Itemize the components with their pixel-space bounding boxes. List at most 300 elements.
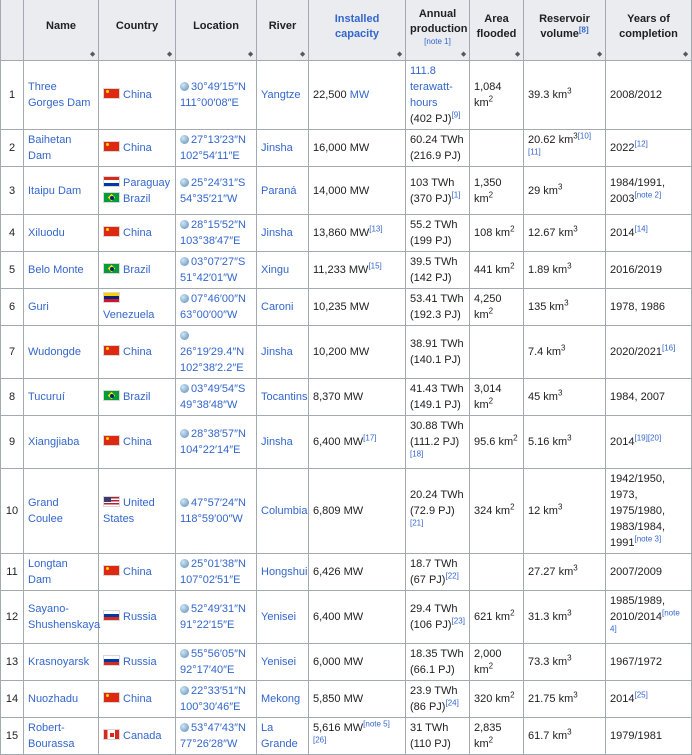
dam-name-link[interactable]: Xiangjiaba xyxy=(28,436,80,448)
latitude-link[interactable]: 22°33′51″N xyxy=(191,685,247,697)
country-link[interactable]: China xyxy=(123,693,152,705)
area-value: 3,014 km xyxy=(474,383,502,411)
production-energy xyxy=(410,436,459,464)
reservoir-unit-exponent: 3 xyxy=(573,224,578,234)
country-link[interactable]: Canada xyxy=(123,730,162,742)
river-link[interactable]: Hongshui xyxy=(261,566,308,578)
reservoir-cell xyxy=(524,326,606,379)
row-number: 11 xyxy=(1,554,24,591)
latitude xyxy=(180,175,252,191)
river-link[interactable]: La Grande xyxy=(261,722,298,750)
river-cell xyxy=(257,644,309,681)
reservoir-value: 12 km xyxy=(528,505,558,517)
dam-name-link[interactable]: Grand Coulee xyxy=(28,497,63,525)
globe-icon[interactable] xyxy=(180,82,189,91)
country-entry xyxy=(103,175,171,191)
capacity-unit-link[interactable]: MW xyxy=(349,89,370,101)
country-entry xyxy=(103,262,171,278)
latitude-link[interactable]: 53°47′43″N xyxy=(191,722,247,734)
capacity-value: 11,233 MW xyxy=(313,264,369,276)
dam-name-cell xyxy=(24,416,99,469)
reservoir-unit-exponent: 3 xyxy=(573,690,578,700)
years-reference[interactable]: [16] xyxy=(662,343,676,353)
reservoir-cell xyxy=(524,416,606,469)
production-reference[interactable]: [9] xyxy=(451,110,461,120)
location-cell xyxy=(176,718,257,755)
table-row xyxy=(1,289,692,326)
table-row xyxy=(1,416,692,469)
latitude xyxy=(180,254,252,270)
area-value: 2,835 km xyxy=(474,722,502,750)
reservoir-unit-exponent: 3 xyxy=(561,343,566,353)
sort-icon[interactable]: ⬥ xyxy=(300,51,305,58)
production-reference[interactable]: [1] xyxy=(451,189,461,199)
sort-icon[interactable]: ⬥ xyxy=(167,51,172,58)
location-cell xyxy=(176,61,257,130)
globe-icon[interactable] xyxy=(180,429,189,438)
header-production[interactable] xyxy=(406,0,470,61)
longitude-link[interactable]: 49°38′48″W xyxy=(180,399,238,411)
dam-name-link[interactable]: Three Gorges Dam xyxy=(28,81,91,109)
header-years-label: Years of completion xyxy=(619,12,678,40)
country-cell xyxy=(99,591,176,644)
location-cell xyxy=(176,554,257,591)
reservoir-reference[interactable]: [10][11] xyxy=(528,131,592,157)
years-value: 1942/1950, 1973, 1975/1980, 1983/1984, 1991 xyxy=(610,473,666,549)
latitude-link[interactable]: 03°07′27″S xyxy=(191,256,246,268)
area-value: 621 km xyxy=(474,611,511,623)
production-energy-value: (66.1 PJ) xyxy=(410,664,455,676)
header-row xyxy=(1,0,692,61)
years-value: 1979/1981 xyxy=(610,730,662,742)
header-area[interactable] xyxy=(470,0,524,61)
reservoir-cell xyxy=(524,379,606,416)
country-cell xyxy=(99,718,176,755)
capacity-cell xyxy=(309,554,406,591)
production-reference[interactable]: [24] xyxy=(445,698,459,708)
production-cell xyxy=(406,215,470,252)
river-link[interactable]: Jinsha xyxy=(261,227,293,239)
latitude-link[interactable]: 03°49′54″S xyxy=(191,383,246,395)
dam-name-link[interactable]: Longtan Dam xyxy=(28,558,68,586)
sort-icon[interactable]: ⬥ xyxy=(461,51,466,58)
country-link[interactable]: Venezuela xyxy=(103,309,155,321)
row-number: 6 xyxy=(1,289,24,326)
area-cell xyxy=(470,252,524,289)
years-reference[interactable]: [25] xyxy=(634,690,648,700)
country-link[interactable]: Russia xyxy=(123,611,157,623)
globe-icon[interactable] xyxy=(180,723,189,732)
area-cell xyxy=(470,718,524,755)
header-river[interactable] xyxy=(257,0,309,61)
country-link[interactable]: China xyxy=(123,227,152,239)
dam-name-link[interactable]: Wudongde xyxy=(28,346,82,358)
dam-name-link[interactable]: Itaipu Dam xyxy=(28,184,82,197)
capacity-cell xyxy=(309,252,406,289)
years-cell xyxy=(606,167,692,215)
location-cell xyxy=(176,469,257,554)
capacity-cell xyxy=(309,326,406,379)
production-reference[interactable]: [21] xyxy=(410,518,424,528)
header-location[interactable] xyxy=(176,0,257,61)
flag-cn-icon xyxy=(103,88,120,99)
dam-name-link[interactable]: Belo Monte xyxy=(28,264,84,276)
country-link[interactable]: Brazil xyxy=(123,391,151,403)
globe-icon[interactable] xyxy=(180,559,189,568)
production-value: 103 TWh xyxy=(410,176,455,189)
country-link[interactable]: China xyxy=(123,142,152,154)
area-unit-exponent: 2 xyxy=(513,433,518,443)
longitude-link[interactable]: 92°17′40″E xyxy=(180,664,235,676)
years-cell xyxy=(606,215,692,252)
longitude-link[interactable]: 103°38′47″E xyxy=(180,235,241,247)
latitude xyxy=(180,79,252,95)
country-link[interactable]: United States xyxy=(103,497,155,525)
production-energy xyxy=(410,272,452,284)
area-value: 95.6 km xyxy=(474,436,514,448)
country-entry xyxy=(103,564,171,580)
area-unit-exponent: 2 xyxy=(488,189,494,199)
years-value: 1967/1972 xyxy=(610,656,662,668)
country-link[interactable]: China xyxy=(123,346,152,358)
years-reference[interactable]: [12] xyxy=(634,139,648,149)
country-cell xyxy=(99,130,176,167)
globe-icon[interactable] xyxy=(180,686,189,695)
flag-py-icon xyxy=(103,176,120,187)
production-cell xyxy=(406,591,470,644)
sort-icon[interactable]: ⬥ xyxy=(397,51,402,58)
dam-name-link[interactable]: Robert-Bourassa xyxy=(28,722,75,750)
river-cell xyxy=(257,167,309,215)
capacity-cell xyxy=(309,61,406,130)
globe-icon[interactable] xyxy=(180,257,189,266)
globe-icon[interactable] xyxy=(180,331,189,340)
globe-icon[interactable] xyxy=(180,178,189,187)
area-value: 324 km xyxy=(474,505,511,517)
production-energy-value: (140.1 PJ) xyxy=(410,354,461,366)
capacity-value: 5,616 MW xyxy=(313,722,364,734)
sort-icon[interactable]: ⬥ xyxy=(597,51,602,58)
country-link[interactable]: China xyxy=(123,89,152,101)
header-capacity[interactable] xyxy=(309,0,406,61)
production-cell xyxy=(406,379,470,416)
years-value: 2014 xyxy=(610,693,635,705)
reservoir-cell xyxy=(524,718,606,755)
latitude-link[interactable]: 30°49′15″N xyxy=(191,81,247,93)
river-link[interactable]: Jinsha xyxy=(261,346,293,358)
production-value: 30.88 TWh xyxy=(410,420,464,432)
area-cell xyxy=(470,326,524,379)
flag-br-icon xyxy=(103,263,120,274)
row-number: 10 xyxy=(1,469,24,554)
reservoir-unit-exponent: 3 xyxy=(564,298,569,308)
production-cell xyxy=(406,252,470,289)
river-cell xyxy=(257,215,309,252)
river-link[interactable]: Xingu xyxy=(261,264,290,276)
sort-icon[interactable]: ⬥ xyxy=(248,51,253,58)
sort-icon[interactable]: ⬥ xyxy=(515,51,520,58)
capacity-cell xyxy=(309,591,406,644)
production-energy-value: (370 PJ) xyxy=(410,192,452,205)
production-cell xyxy=(406,326,470,379)
globe-icon[interactable] xyxy=(180,384,189,393)
reservoir-value: 39.3 km xyxy=(528,89,568,101)
production-cell xyxy=(406,644,470,681)
header-location-label: Location xyxy=(193,20,239,32)
dam-name-link[interactable]: Sayano-Shushenskaya xyxy=(28,603,101,631)
latitude-link[interactable]: 25°01′38″N xyxy=(191,558,247,570)
latitude xyxy=(180,556,252,572)
river-link[interactable]: Caroni xyxy=(261,301,294,313)
years-value: 2007/2009 xyxy=(610,566,662,578)
dam-name-cell xyxy=(24,379,99,416)
location-cell xyxy=(176,379,257,416)
longitude-link[interactable]: 104°22′14″E xyxy=(180,444,241,456)
reservoir-value: 12.67 km xyxy=(528,227,574,239)
production-reference[interactable]: [23] xyxy=(451,616,465,626)
globe-icon[interactable] xyxy=(180,649,189,658)
years-reference[interactable]: [14] xyxy=(634,224,648,234)
longitude-link[interactable]: 91°22′15″E xyxy=(180,619,235,631)
area-unit-exponent: 2 xyxy=(488,735,494,745)
longitude-link[interactable]: 100°30′46″E xyxy=(180,701,241,713)
reservoir-cell xyxy=(524,167,606,215)
production-cell xyxy=(406,681,470,718)
location-cell xyxy=(176,215,257,252)
years-reference[interactable]: [note 3] xyxy=(634,534,662,544)
country-entry xyxy=(103,495,171,527)
production-energy xyxy=(410,698,459,713)
years-value: 1978, 1986 xyxy=(610,301,666,313)
production-value: 41.43 TWh xyxy=(410,383,464,395)
header-country[interactable] xyxy=(99,0,176,61)
dam-name-link[interactable]: Tucuruí xyxy=(28,391,65,403)
country-entry xyxy=(103,87,171,103)
river-link[interactable]: Yangtze xyxy=(261,89,301,101)
latitude-link[interactable]: 26°19′29.4″N xyxy=(180,346,245,358)
country-link[interactable]: China xyxy=(123,436,152,448)
longitude-link[interactable]: 118°59′00″W xyxy=(180,513,243,525)
longitude-link[interactable]: 63°00′00″W xyxy=(180,309,238,321)
header-name[interactable] xyxy=(24,0,99,61)
river-cell xyxy=(257,289,309,326)
latitude-link[interactable]: 25°24′31″S xyxy=(191,176,246,189)
header-area-label: Area flooded xyxy=(476,12,517,40)
flag-cn-icon xyxy=(103,345,120,356)
reservoir-unit-exponent: 3 xyxy=(567,261,572,271)
latitude-link[interactable]: 47°57′24″N xyxy=(191,497,247,509)
river-cell xyxy=(257,326,309,379)
area-cell xyxy=(470,215,524,252)
row-number: 12 xyxy=(1,591,24,644)
production-value: 23.9 TWh xyxy=(410,685,458,697)
country-link[interactable]: Paraguay xyxy=(123,176,171,189)
country-link[interactable]: Brazil xyxy=(123,264,151,276)
production-value: 55.2 TWh xyxy=(410,219,458,231)
country-entry xyxy=(103,654,171,670)
dam-name-link[interactable]: Nuozhadu xyxy=(28,693,79,705)
years-value: 2016/2019 xyxy=(610,264,662,276)
area-cell xyxy=(470,644,524,681)
latitude-link[interactable]: 55°56′05″N xyxy=(191,648,247,660)
capacity-reference[interactable]: [note 5][26] xyxy=(313,719,390,745)
production-reference[interactable]: [18] xyxy=(410,449,424,459)
globe-icon[interactable] xyxy=(180,220,189,229)
flag-br-icon xyxy=(103,390,120,401)
country-cell xyxy=(99,379,176,416)
country-cell xyxy=(99,469,176,554)
years-reference[interactable]: [note 2] xyxy=(634,189,662,199)
reservoir-unit-exponent: 3 xyxy=(573,131,578,141)
header-production-note[interactable]: [note 1] xyxy=(424,36,451,46)
river-link[interactable]: Tocantins xyxy=(261,391,308,403)
country-link[interactable]: Russia xyxy=(123,656,157,668)
river-link[interactable]: Jinsha xyxy=(261,436,293,448)
longitude-link[interactable]: 102°38′2.2″E xyxy=(180,362,244,374)
production-cell xyxy=(406,718,470,755)
flag-us-icon xyxy=(103,496,120,507)
country-link[interactable]: Brazil xyxy=(123,192,151,205)
row-number: 9 xyxy=(1,416,24,469)
latitude xyxy=(180,291,252,307)
capacity-reference[interactable]: [17] xyxy=(363,433,377,443)
production-energy-value: (199 PJ) xyxy=(410,235,452,247)
country-entry xyxy=(103,225,171,241)
area-unit-exponent: 2 xyxy=(488,306,494,316)
production-value: 29.4 TWh xyxy=(410,603,458,615)
capacity-reference[interactable]: [13] xyxy=(369,224,383,234)
country-cell xyxy=(99,681,176,718)
reservoir-cell xyxy=(524,252,606,289)
latitude xyxy=(180,646,252,662)
capacity-value: 6,400 MW xyxy=(313,436,364,448)
longitude-link[interactable]: 102°54′11″E xyxy=(180,150,240,162)
reservoir-value: 73.3 km xyxy=(528,656,568,668)
table-row xyxy=(1,215,692,252)
reservoir-value: 1.89 km xyxy=(528,264,568,276)
dam-name-cell xyxy=(24,591,99,644)
river-link[interactable]: Mekong xyxy=(261,693,301,705)
reservoir-value: 31.3 km xyxy=(528,611,568,623)
latitude xyxy=(180,217,252,233)
years-cell xyxy=(606,326,692,379)
country-entry xyxy=(103,609,171,625)
dam-name-cell xyxy=(24,644,99,681)
years-reference[interactable]: [note 4] xyxy=(610,608,680,634)
longitude-link[interactable]: 77°26′28″W xyxy=(180,738,238,750)
dam-name-link[interactable]: Krasnoyarsk xyxy=(28,656,90,668)
dam-name-cell xyxy=(24,681,99,718)
globe-icon[interactable] xyxy=(180,604,189,613)
header-capacity-link[interactable]: Installed capacity xyxy=(334,12,380,40)
capacity-value: 16,000 MW xyxy=(313,142,370,154)
table-row xyxy=(1,326,692,379)
reservoir-cell xyxy=(524,61,606,130)
dam-name-link[interactable]: Guri xyxy=(28,301,49,313)
header-years[interactable] xyxy=(606,0,692,61)
latitude-link[interactable]: 28°38′57″N xyxy=(191,428,247,440)
area-cell xyxy=(470,130,524,167)
production-value-link[interactable]: 111.8 terawatt-hours xyxy=(410,65,453,109)
capacity-cell xyxy=(309,681,406,718)
capacity-reference[interactable]: [15] xyxy=(368,261,382,271)
dam-name-link[interactable]: Xiluodu xyxy=(28,227,65,239)
river-link[interactable]: Jinsha xyxy=(261,142,293,154)
area-value: 1,350 km xyxy=(474,176,502,205)
globe-icon[interactable] xyxy=(180,498,189,507)
row-number: 14 xyxy=(1,681,24,718)
production-energy xyxy=(410,738,451,750)
row-number: 13 xyxy=(1,644,24,681)
country-entry xyxy=(103,728,171,744)
river-cell xyxy=(257,130,309,167)
sort-icon[interactable]: ⬥ xyxy=(683,51,688,58)
years-cell xyxy=(606,469,692,554)
area-value: 108 km xyxy=(474,227,511,239)
reservoir-unit-exponent: 3 xyxy=(567,433,572,443)
years-cell xyxy=(606,252,692,289)
globe-icon[interactable] xyxy=(180,294,189,303)
latitude xyxy=(180,601,252,617)
latitude-link[interactable]: 52°49′31″N xyxy=(191,603,247,615)
river-link[interactable]: Yenisei xyxy=(261,656,297,668)
longitude-link[interactable]: 51°42′01″W xyxy=(180,272,238,284)
production-cell xyxy=(406,61,470,130)
river-link[interactable]: Yenisei xyxy=(261,611,297,623)
flag-cn-icon xyxy=(103,226,120,237)
latitude xyxy=(180,132,252,148)
area-unit-exponent: 2 xyxy=(510,690,515,700)
longitude-link[interactable]: 107°02′51″E xyxy=(180,574,241,586)
capacity-cell xyxy=(309,416,406,469)
header-reservoir-ref[interactable]: [8] xyxy=(578,24,589,34)
dam-name-cell xyxy=(24,252,99,289)
header-river-label: River xyxy=(268,20,297,32)
area-unit-exponent: 2 xyxy=(510,502,515,512)
capacity-value: 10,200 MW xyxy=(313,346,370,358)
header-reservoir[interactable] xyxy=(524,0,606,61)
longitude-link[interactable]: 111°00′08″E xyxy=(180,97,239,109)
years-reference[interactable]: [19][20] xyxy=(634,433,662,443)
dam-name-cell xyxy=(24,469,99,554)
longitude-link[interactable]: 54°35′21″W xyxy=(180,192,238,205)
capacity-cell xyxy=(309,718,406,755)
globe-icon[interactable] xyxy=(180,135,189,144)
latitude-link[interactable]: 07°46′00″N xyxy=(191,293,247,305)
country-cell xyxy=(99,289,176,326)
years-value: 1984, 2007 xyxy=(610,391,666,403)
river-link[interactable]: Paraná xyxy=(261,184,297,197)
table-row xyxy=(1,167,692,215)
table-row xyxy=(1,130,692,167)
capacity-cell xyxy=(309,167,406,215)
production-energy xyxy=(410,399,461,411)
table-row xyxy=(1,379,692,416)
reservoir-value: 61.7 km xyxy=(528,730,568,742)
latitude-link[interactable]: 27°13′23″N xyxy=(191,134,247,146)
country-link[interactable]: China xyxy=(123,566,152,578)
production-energy-value: (402 PJ) xyxy=(410,113,452,125)
latitude xyxy=(180,495,252,511)
capacity-value: 6,809 MW xyxy=(313,505,364,517)
river-link[interactable]: Columbia xyxy=(261,505,308,517)
latitude-link[interactable]: 28°15′52″N xyxy=(191,219,247,231)
production-reference[interactable]: [22] xyxy=(445,571,459,581)
dam-name-link[interactable]: Baihetan Dam xyxy=(28,134,72,162)
sort-icon[interactable]: ⬥ xyxy=(90,51,95,58)
production-cell xyxy=(406,469,470,554)
reservoir-value: 135 km xyxy=(528,301,565,313)
